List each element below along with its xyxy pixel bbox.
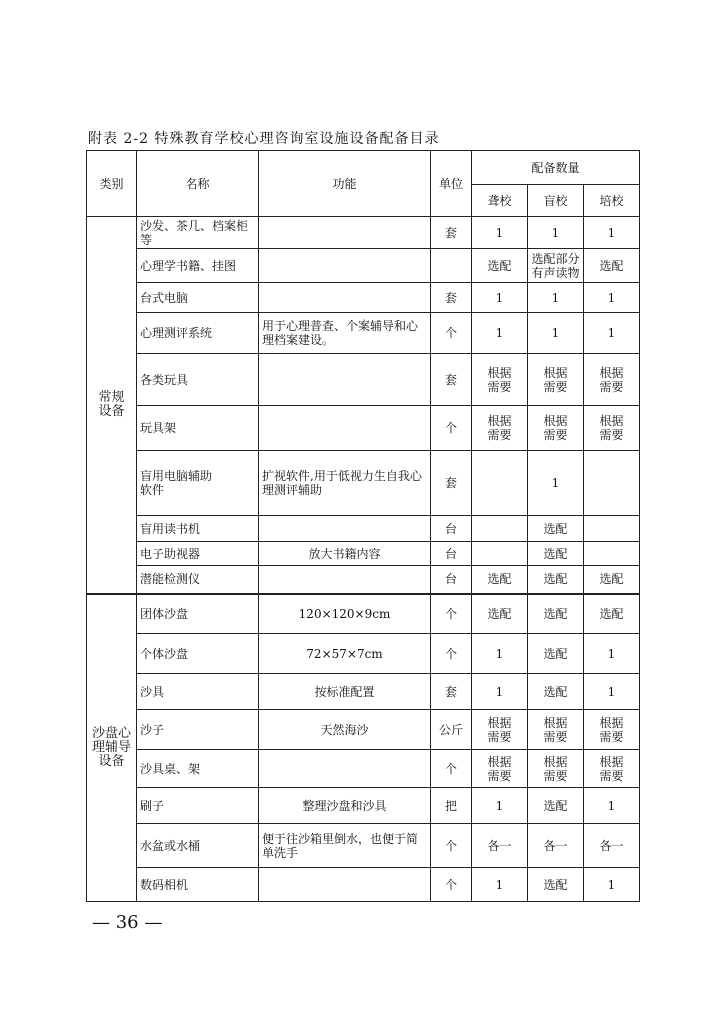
deaf-school-qty-cell: 根据 需要 <box>472 710 528 750</box>
unit-cell: 个 <box>431 594 472 634</box>
item-name-cell: 水盆或水桶 <box>137 824 259 868</box>
header-name: 名称 <box>137 151 259 217</box>
blind-school-qty-cell: 1 <box>528 283 584 313</box>
table-row <box>87 217 640 249</box>
table-row <box>87 283 640 313</box>
deaf-school-qty-cell <box>472 542 528 566</box>
item-name-cell: 沙子 <box>137 710 259 750</box>
item-name-cell: 沙具 <box>137 674 259 710</box>
table-row <box>87 354 640 406</box>
intellectual-school-qty-cell <box>584 451 640 516</box>
equipment-table <box>86 150 640 902</box>
intellectual-school-qty-cell: 1 <box>584 217 640 249</box>
intellectual-school-qty-cell: 根据 需要 <box>584 710 640 750</box>
intellectual-school-qty-cell: 1 <box>584 283 640 313</box>
unit-cell: 个 <box>431 824 472 868</box>
deaf-school-qty-cell: 选配 <box>472 249 528 283</box>
function-cell: 放大书籍内容 <box>259 542 431 566</box>
table-row <box>87 406 640 451</box>
deaf-school-qty-cell: 根据 需要 <box>472 406 528 451</box>
category-cell: 沙盘心 理辅导 设备 <box>87 594 137 902</box>
unit-cell: 个 <box>431 868 472 902</box>
page-number: — 36 — <box>92 912 163 933</box>
deaf-school-qty-cell <box>472 516 528 542</box>
deaf-school-qty-cell: 1 <box>472 634 528 674</box>
intellectual-school-qty-cell <box>584 542 640 566</box>
intellectual-school-qty-cell: 根据 需要 <box>584 354 640 406</box>
intellectual-school-qty-cell: 1 <box>584 868 640 902</box>
header-intellectual-school: 培校 <box>584 185 640 217</box>
blind-school-qty-cell: 选配 <box>528 516 584 542</box>
item-name-cell: 心理学书籍、挂图 <box>137 249 259 283</box>
table-row <box>87 824 640 868</box>
unit-cell: 台 <box>431 516 472 542</box>
table-row <box>87 594 640 634</box>
header-deaf-school: 聋校 <box>472 185 528 217</box>
item-name-cell: 沙具桌、架 <box>137 750 259 788</box>
table-row <box>87 674 640 710</box>
table-row <box>87 249 640 283</box>
function-cell: 天然海沙 <box>259 710 431 750</box>
item-name-cell: 刷子 <box>137 788 259 824</box>
blind-school-qty-cell: 选配 <box>528 674 584 710</box>
table-row <box>87 451 640 516</box>
item-name-cell: 数码相机 <box>137 868 259 902</box>
deaf-school-qty-cell: 选配 <box>472 566 528 594</box>
function-cell: 扩视软件,用于低视力生自我心理测评辅助 <box>259 451 431 516</box>
item-name-cell: 盲用读书机 <box>137 516 259 542</box>
blind-school-qty-cell: 1 <box>528 313 584 354</box>
function-cell <box>259 406 431 451</box>
intellectual-school-qty-cell: 选配 <box>584 249 640 283</box>
intellectual-school-qty-cell: 各一 <box>584 824 640 868</box>
header-category: 类别 <box>87 151 137 217</box>
unit-cell: 公斤 <box>431 710 472 750</box>
header-function: 功能 <box>259 151 431 217</box>
blind-school-qty-cell: 根据 需要 <box>528 710 584 750</box>
item-name-cell: 沙发、茶几、档案柜等 <box>137 217 259 249</box>
table-row <box>87 868 640 902</box>
deaf-school-qty-cell: 根据 需要 <box>472 354 528 406</box>
intellectual-school-qty-cell: 选配 <box>584 594 640 634</box>
function-cell <box>259 868 431 902</box>
table-row <box>87 710 640 750</box>
item-name-cell: 电子助视器 <box>137 542 259 566</box>
function-cell: 用于心理普查、个案辅导和心理档案建设。 <box>259 313 431 354</box>
function-cell <box>259 283 431 313</box>
table-row <box>87 566 640 594</box>
unit-cell: 台 <box>431 566 472 594</box>
deaf-school-qty-cell: 根据 需要 <box>472 750 528 788</box>
deaf-school-qty-cell: 1 <box>472 674 528 710</box>
intellectual-school-qty-cell: 根据 需要 <box>584 750 640 788</box>
blind-school-qty-cell: 选配部分 有声读物 <box>528 249 584 283</box>
function-cell: 便于往沙箱里倒水，也便于简单洗手 <box>259 824 431 868</box>
function-cell: 120×120×9cm <box>259 594 431 634</box>
deaf-school-qty-cell: 1 <box>472 868 528 902</box>
function-cell <box>259 516 431 542</box>
blind-school-qty-cell: 根据 需要 <box>528 406 584 451</box>
intellectual-school-qty-cell: 根据 需要 <box>584 406 640 451</box>
intellectual-school-qty-cell: 选配 <box>584 566 640 594</box>
table-row <box>87 634 640 674</box>
header-quantity-group: 配备数量 <box>472 151 640 185</box>
unit-cell: 台 <box>431 542 472 566</box>
function-cell: 72×57×7cm <box>259 634 431 674</box>
blind-school-qty-cell: 根据 需要 <box>528 354 584 406</box>
deaf-school-qty-cell <box>472 451 528 516</box>
unit-cell: 套 <box>431 674 472 710</box>
blind-school-qty-cell: 选配 <box>528 566 584 594</box>
function-cell: 整理沙盘和沙具 <box>259 788 431 824</box>
function-cell <box>259 354 431 406</box>
unit-cell <box>431 249 472 283</box>
deaf-school-qty-cell: 各一 <box>472 824 528 868</box>
unit-cell: 个 <box>431 750 472 788</box>
item-name-cell: 潜能检测仪 <box>137 566 259 594</box>
deaf-school-qty-cell: 1 <box>472 313 528 354</box>
item-name-cell: 各类玩具 <box>137 354 259 406</box>
intellectual-school-qty-cell: 1 <box>584 313 640 354</box>
deaf-school-qty-cell: 1 <box>472 283 528 313</box>
header-blind-school: 盲校 <box>528 185 584 217</box>
item-name-cell: 团体沙盘 <box>137 594 259 634</box>
item-name-cell: 玩具架 <box>137 406 259 451</box>
deaf-school-qty-cell: 1 <box>472 217 528 249</box>
function-cell <box>259 566 431 594</box>
blind-school-qty-cell: 选配 <box>528 542 584 566</box>
unit-cell: 套 <box>431 451 472 516</box>
unit-cell: 套 <box>431 217 472 249</box>
blind-school-qty-cell: 1 <box>528 217 584 249</box>
item-name-cell: 盲用电脑辅助 软件 <box>137 451 259 516</box>
table-row <box>87 750 640 788</box>
item-name-cell: 心理测评系统 <box>137 313 259 354</box>
table-caption: 附表 2-2 特殊教育学校心理咨询室设施设备配备目录 <box>88 131 440 147</box>
blind-school-qty-cell: 选配 <box>528 594 584 634</box>
blind-school-qty-cell: 1 <box>528 451 584 516</box>
unit-cell: 个 <box>431 406 472 451</box>
function-cell: 按标准配置 <box>259 674 431 710</box>
table-row <box>87 542 640 566</box>
unit-cell: 把 <box>431 788 472 824</box>
intellectual-school-qty-cell: 1 <box>584 634 640 674</box>
item-name-cell: 个体沙盘 <box>137 634 259 674</box>
category-cell: 常规 设备 <box>87 217 137 594</box>
intellectual-school-qty-cell: 1 <box>584 674 640 710</box>
function-cell <box>259 750 431 788</box>
table-row <box>87 788 640 824</box>
function-cell <box>259 217 431 249</box>
intellectual-school-qty-cell: 1 <box>584 788 640 824</box>
item-name-cell: 台式电脑 <box>137 283 259 313</box>
table-row <box>87 516 640 542</box>
unit-cell: 个 <box>431 634 472 674</box>
header-unit: 单位 <box>431 151 472 217</box>
blind-school-qty-cell: 根据 需要 <box>528 750 584 788</box>
intellectual-school-qty-cell <box>584 516 640 542</box>
blind-school-qty-cell: 选配 <box>528 868 584 902</box>
unit-cell: 套 <box>431 354 472 406</box>
table-row <box>87 313 640 354</box>
function-cell <box>259 249 431 283</box>
blind-school-qty-cell: 选配 <box>528 788 584 824</box>
deaf-school-qty-cell: 选配 <box>472 594 528 634</box>
unit-cell: 套 <box>431 283 472 313</box>
unit-cell: 个 <box>431 313 472 354</box>
blind-school-qty-cell: 各一 <box>528 824 584 868</box>
deaf-school-qty-cell: 1 <box>472 788 528 824</box>
blind-school-qty-cell: 选配 <box>528 634 584 674</box>
